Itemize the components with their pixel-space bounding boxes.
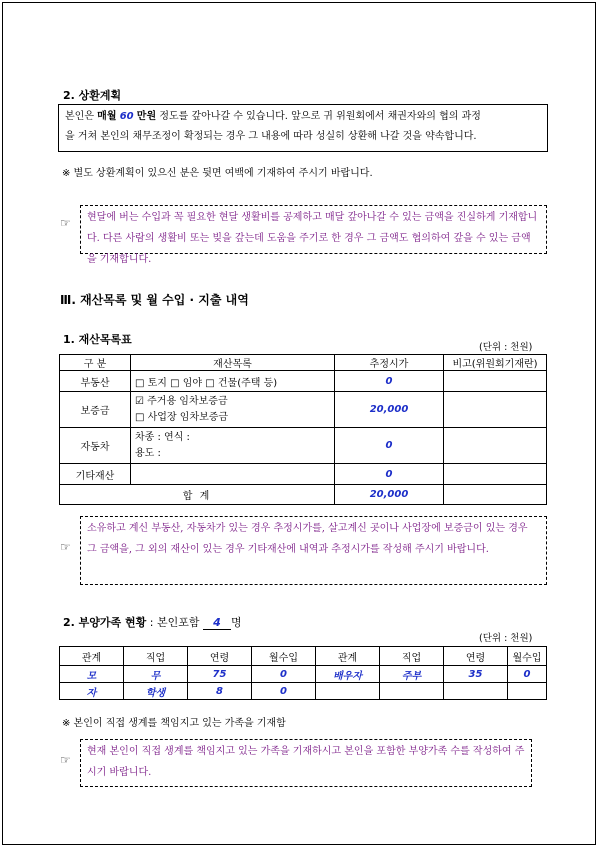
other-value: 0 [335, 464, 444, 485]
table-row [60, 464, 547, 485]
col-job-1: 직업 [124, 647, 188, 666]
dep-job: 주부 [380, 666, 444, 683]
dependents-table [59, 646, 547, 700]
dep-relation: 자 [60, 683, 124, 700]
dep-job [380, 683, 444, 700]
total-value: 20,000 [335, 485, 444, 505]
realestate-value: 0 [335, 371, 444, 392]
other-remark [444, 464, 547, 485]
hint-box-repayment: 현달에 버는 수입과 꼭 필요한 현달 생활비를 공제하고 매달 갚아나갈 수 있는 금액을 진실하게 기재합니다. 다른 사람의 생활비 또는 빚을 갚는데 도움을 주기로 한 경우 그 금액도 협의하여 갚을 수 있는 금액을 기재합니다. [80, 205, 547, 254]
table-row [60, 428, 547, 464]
header-category: 구 분 [60, 355, 131, 371]
dep-age: 75 [188, 666, 252, 683]
dep-income [508, 683, 547, 700]
vehicle-remark [444, 428, 547, 464]
pointing-hand-icon: ☞ [60, 216, 71, 230]
repayment-text-c: 을 거쳐 본인의 채무조정이 확정되는 경우 그 내용에 따라 성실히 상환해 나갈 것을 약속합니다. [65, 131, 477, 142]
header-value: 추정시가 [335, 355, 444, 371]
col-age-2: 연령 [444, 647, 508, 666]
dependents-suffix: 명 [230, 616, 242, 629]
deposit-options [131, 392, 335, 428]
repayment-text-a: 본인은 [65, 111, 98, 122]
repayment-unit: 만원 [136, 111, 157, 122]
asset-table-header [60, 355, 547, 371]
section-title-assets: Ⅲ. 재산목록 및 월 수입 · 지출 내역 [60, 293, 249, 307]
dependents-prefix: : 본인포함 [149, 616, 200, 629]
asset-list-title: 1. 재산목록표 [63, 333, 132, 346]
asset-table [59, 354, 547, 505]
deposit-option-business: □ 사업장 임차보증금 [135, 411, 229, 423]
repayment-text-b: 정도를 갚아나갈 수 있습니다. 앞으로 귀 위원회에서 채권자와의 협의 과정 [159, 111, 481, 122]
col-relation-2: 관계 [316, 647, 380, 666]
pointing-hand-icon: ☞ [60, 540, 71, 554]
total-label: 합 계 [60, 485, 335, 505]
dependents-header-row [60, 647, 547, 666]
repayment-monthly-label: 매월 [97, 111, 117, 122]
dep-job: 무 [124, 666, 188, 683]
col-relation-1: 관계 [60, 647, 124, 666]
table-row [60, 392, 547, 428]
table-row-total [60, 485, 547, 505]
dependents-count: 4 [203, 616, 231, 630]
vehicle-details [131, 428, 335, 464]
header-remarks: 비고(위원회기재란) [444, 355, 547, 371]
dep-job: 학생 [124, 683, 188, 700]
dep-income: 0 [252, 666, 316, 683]
deposit-option-residential: ☑ 주거용 임차보증금 [135, 395, 228, 407]
dep-age: 8 [188, 683, 252, 700]
table-row [60, 683, 547, 700]
row-label-deposit: 보증금 [60, 392, 131, 428]
deposit-value: 20,000 [335, 392, 444, 428]
other-desc [131, 464, 335, 485]
repayment-note: ※ 별도 상환계획이 있으신 분은 뒷면 여백에 기재하여 주시기 바랍니다. [62, 168, 373, 179]
dependents-title: 2. 부양가족 현황 [63, 616, 147, 629]
asset-unit-label: (단위 : 천원) [479, 342, 533, 353]
vehicle-model: 차종 : 연식 : [135, 431, 190, 443]
row-label-other: 기타재산 [60, 464, 131, 485]
row-label-vehicle: 자동차 [60, 428, 131, 464]
col-income-2: 월수입 [508, 647, 547, 666]
table-row [60, 371, 547, 392]
vehicle-use: 용도 : [135, 447, 161, 459]
section-title-repayment-plan: 2. 상환계획 [63, 89, 122, 102]
dependents-title-line [63, 614, 242, 630]
dep-relation [316, 683, 380, 700]
repayment-amount: 60 [119, 111, 134, 122]
header-asset: 재산목록 [131, 355, 335, 371]
dep-income: 0 [252, 683, 316, 700]
hint-box-dependents: 현재 본인이 직접 생계를 책임지고 있는 가족을 기재하시고 본인을 포함한 부양가족 수를 작성하여 주시기 바랍니다. [80, 739, 532, 787]
realestate-remark [444, 371, 547, 392]
col-income-1: 월수입 [252, 647, 316, 666]
dep-income: 0 [508, 666, 547, 683]
dependents-unit-label: (단위 : 천원) [479, 633, 533, 644]
row-label-realestate: 부동산 [60, 371, 131, 392]
deposit-remark [444, 392, 547, 428]
total-remark [444, 485, 547, 505]
dep-relation: 모 [60, 666, 124, 683]
hint-box-assets: 소유하고 계신 부동산, 자동차가 있는 경우 추정시가를, 살고계신 곳이나 사업장에 보증금이 있는 경우 그 금액을, 그 외의 재산이 있는 경우 기타재산에 내역과 추정시가를 작성해 주시기 바랍니다. [80, 516, 547, 585]
table-row [60, 666, 547, 683]
realestate-options: □ 토지 □ 임야 □ 건물(주택 등) [131, 371, 335, 392]
vehicle-value: 0 [335, 428, 444, 464]
dep-age: 35 [444, 666, 508, 683]
pointing-hand-icon: ☞ [60, 753, 71, 767]
repayment-plan-box [58, 104, 548, 152]
dep-relation: 배우자 [316, 666, 380, 683]
col-age-1: 연령 [188, 647, 252, 666]
col-job-2: 직업 [380, 647, 444, 666]
dependents-note: ※ 본인이 직접 생계를 책임지고 있는 가족을 기재함 [62, 718, 286, 729]
dep-age [444, 683, 508, 700]
